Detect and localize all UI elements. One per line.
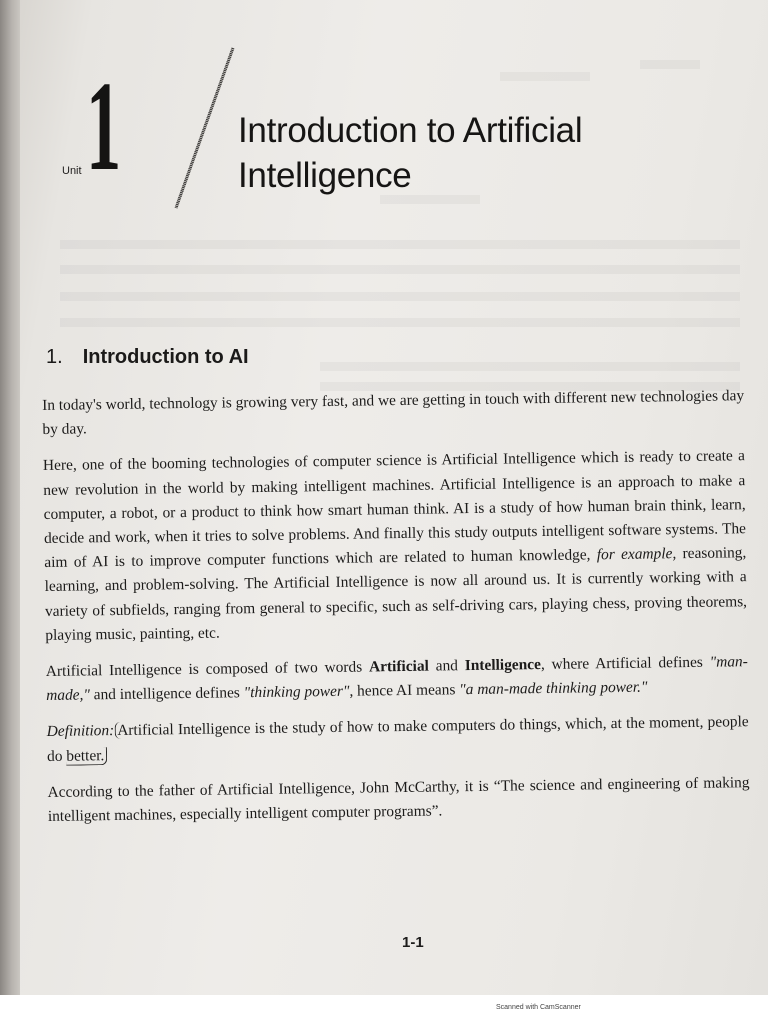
bleed-through	[60, 265, 740, 274]
definition-text: Artificial Intelligence is the study of how to make computers do things, which, at the moment, people do	[46, 713, 749, 765]
bleed-through	[640, 60, 700, 69]
p3-italic-man-made: "man-made,"	[46, 653, 748, 705]
paragraph-2-emphasis: for example,	[596, 545, 677, 564]
unit-label: Unit	[62, 165, 82, 177]
bleed-through	[60, 318, 740, 327]
chapter-title	[238, 108, 738, 198]
section-number: 1.	[46, 346, 63, 368]
body-text	[42, 384, 750, 841]
title-divider-slash	[150, 40, 250, 220]
p3-bold-artificial: Artificial	[368, 657, 429, 676]
paragraph-3	[46, 650, 749, 708]
chapter-title-line-1: Introduction to Artificial	[238, 111, 583, 150]
section-heading	[46, 346, 249, 369]
paragraph-5: According to the father of Artificial Intelligence, John McCarthy, it is “The science and engineering of making intelligent machines, especially intelligent computer programs”.	[47, 774, 750, 826]
p3-text-d: and intelligence defines	[93, 684, 240, 704]
p3-text-e: , hence AI means	[349, 681, 456, 700]
p3-text-c: , where Artificial defines	[540, 653, 703, 674]
bleed-through	[320, 362, 740, 371]
paragraph-2-tail: reasoning, learning, and problem-solving. The Artificial Intelligence is now all around us. It is currently working with a variety of subfields, ranging from general to specific, such as self-driving cars, playing chess, proving theorems, playing music, painting, etc.	[44, 544, 748, 644]
p3-text-a: Artificial Intelligence is composed of two words	[45, 658, 363, 681]
paragraph-2-text: Here, one of the booming technologies of computer science is Artificial Intelligence which is ready to create a new revolution in the world by making intelligent machines. Artificial Intelligence is an approach to make a computer, a robot, or a product to think how smart human think. AI is a study of how human brain think, learn, decide and work, when it tries to solve problems. And finally this study outputs intelligent software systems. The aim of AI is to improve computer functions which are related to human knowledge,	[42, 447, 747, 572]
page-number: 1-1	[402, 934, 424, 951]
definition-label: Definition:	[46, 722, 115, 741]
scanner-watermark: Scanned with CamScanner	[496, 1004, 581, 1011]
paragraph-2	[43, 445, 748, 648]
bleed-through	[500, 72, 590, 81]
p3-bold-intelligence: Intelligence	[464, 656, 542, 675]
bleed-through	[60, 292, 740, 301]
p3-italic-thinking-power: "thinking power"	[243, 682, 350, 702]
definition-paragraph	[47, 711, 750, 769]
scanner-margin	[0, 995, 768, 1024]
chapter-title-line-2: Intelligence	[238, 156, 412, 195]
handwritten-bracket-open	[47, 714, 749, 765]
paragraph-1: In today's world, technology is growing very fast, and we are getting in touch with different new technologies day by day.	[42, 387, 745, 439]
bleed-through	[60, 240, 740, 249]
p3-and: and	[435, 657, 459, 675]
p3-italic-definition: "a man-made thinking power."	[459, 678, 648, 699]
section-title: Introduction to AI	[82, 346, 249, 368]
handwritten-bracket-close: better.	[66, 747, 107, 766]
unit-number: 1	[86, 55, 122, 197]
